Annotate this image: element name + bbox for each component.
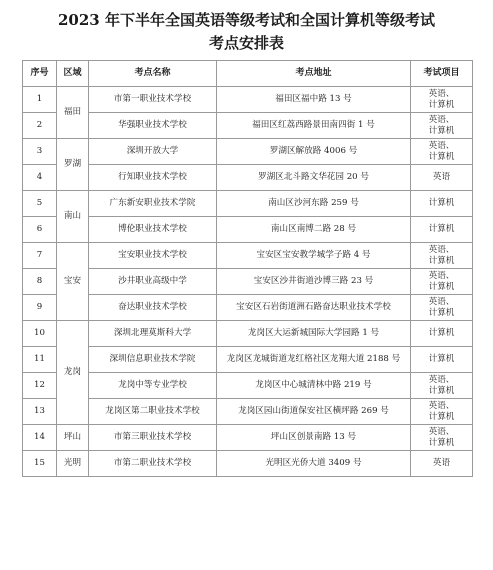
- site-name: 龙岗区第二职业技术学校: [89, 399, 217, 425]
- document-title: 2023 年下半年全国英语等级考试和全国计算机等级考试: [58, 11, 435, 29]
- exam-subject: [411, 347, 473, 373]
- row-no: 11: [23, 347, 57, 373]
- table-row: [23, 425, 473, 451]
- exam-site-table: [22, 60, 473, 477]
- site-name: 博伦职业技术学校: [89, 217, 217, 243]
- exam-subject: [411, 451, 473, 477]
- row-no: 9: [23, 295, 57, 321]
- header-address: 考点地址: [217, 61, 411, 87]
- exam-subject: [411, 425, 473, 451]
- table-row: [23, 269, 473, 295]
- table-row: [23, 347, 473, 373]
- document-subtitle: 考点安排表: [208, 34, 284, 52]
- area-cell: 福田: [57, 87, 89, 139]
- table-row: [23, 321, 473, 347]
- subject-line-2: 计算机: [428, 437, 455, 448]
- subject-line-1: 英语、: [428, 400, 455, 411]
- table-row: [23, 451, 473, 477]
- area-cell: 坪山: [57, 425, 89, 451]
- table-row: [23, 399, 473, 425]
- row-no: 12: [23, 373, 57, 399]
- table-header-row: [23, 61, 473, 87]
- row-no: 2: [23, 113, 57, 139]
- site-address: 罗湖区北斗路文华花园 20 号: [217, 165, 411, 191]
- subject-line-2: 计算机: [428, 411, 455, 422]
- subject-line-1: 英语、: [428, 270, 455, 281]
- table-row: [23, 243, 473, 269]
- area-cell: 龙岗: [57, 321, 89, 425]
- site-name: 沙井职业高级中学: [89, 269, 217, 295]
- header-subject: 考试项目: [411, 61, 473, 87]
- site-address: 罗湖区解放路 4006 号: [217, 139, 411, 165]
- site-name: 龙岗中等专业学校: [89, 373, 217, 399]
- site-name: 深圳开放大学: [89, 139, 217, 165]
- exam-subject: [411, 399, 473, 425]
- subject-line-1: 英语、: [428, 374, 455, 385]
- subject-line-2: 计算机: [428, 125, 455, 136]
- site-address: 南山区沙河东路 259 号: [217, 191, 411, 217]
- area-cell: 光明: [57, 451, 89, 477]
- table-row: [23, 165, 473, 191]
- site-address: 宝安区沙井街道沙博三路 23 号: [217, 269, 411, 295]
- site-address: 宝安区石岩街道洲石路奋达职业技术学校: [217, 295, 411, 321]
- header-name: 考点名称: [89, 61, 217, 87]
- exam-subject: [411, 191, 473, 217]
- subject-line-1: 英语、: [428, 88, 455, 99]
- subject-line-2: 计算机: [428, 151, 455, 162]
- area-cell: 宝安: [57, 243, 89, 321]
- row-no: 1: [23, 87, 57, 113]
- header-no: 序号: [23, 61, 57, 87]
- site-name: 深圳北理莫斯科大学: [89, 321, 217, 347]
- table-row: [23, 373, 473, 399]
- subject-line-1: 英语、: [428, 426, 455, 437]
- row-no: 3: [23, 139, 57, 165]
- table-row: [23, 87, 473, 113]
- subject-line-1: 计算机: [428, 354, 455, 364]
- exam-subject: [411, 139, 473, 165]
- site-address: 坪山区创景南路 13 号: [217, 425, 411, 451]
- exam-subject: [411, 373, 473, 399]
- site-address: 龙岗区中心城清林中路 219 号: [217, 373, 411, 399]
- exam-subject: [411, 269, 473, 295]
- row-no: 13: [23, 399, 57, 425]
- subject-line-2: 计算机: [428, 255, 455, 266]
- row-no: 8: [23, 269, 57, 295]
- subject-line-2: 计算机: [428, 385, 455, 396]
- site-name: 宝安职业技术学校: [89, 243, 217, 269]
- subject-line-2: 计算机: [428, 307, 455, 318]
- area-cell: 罗湖: [57, 139, 89, 191]
- subject-line-1: 计算机: [428, 224, 455, 234]
- site-address: 龙岗区龙城街道龙红格社区龙翔大道 2188 号: [217, 347, 411, 373]
- exam-subject: [411, 87, 473, 113]
- site-name: 华强职业技术学校: [89, 113, 217, 139]
- subject-line-1: 英语、: [428, 114, 455, 125]
- exam-subject: [411, 217, 473, 243]
- site-address: 宝安区宝安教学城学子路 4 号: [217, 243, 411, 269]
- row-no: 7: [23, 243, 57, 269]
- subject-line-1: 英语: [432, 458, 451, 468]
- header-area: 区域: [57, 61, 89, 87]
- site-address: 福田区红荔西路景田南四街 1 号: [217, 113, 411, 139]
- site-address: 龙岗区园山街道保安社区横坪路 269 号: [217, 399, 411, 425]
- subject-line-1: 英语、: [428, 244, 455, 255]
- site-address: 龙岗区大运新城国际大学园路 1 号: [217, 321, 411, 347]
- site-address: 福田区福中路 13 号: [217, 87, 411, 113]
- row-no: 15: [23, 451, 57, 477]
- site-name: 广东新安职业技术学院: [89, 191, 217, 217]
- site-name: 行知职业技术学校: [89, 165, 217, 191]
- table-row: [23, 295, 473, 321]
- subject-line-2: 计算机: [428, 281, 455, 292]
- exam-subject: [411, 243, 473, 269]
- exam-subject: [411, 113, 473, 139]
- subject-line-1: 计算机: [428, 198, 455, 208]
- subject-line-2: 计算机: [428, 99, 455, 110]
- subject-line-1: 计算机: [428, 328, 455, 338]
- row-no: 14: [23, 425, 57, 451]
- area-cell: 南山: [57, 191, 89, 243]
- row-no: 4: [23, 165, 57, 191]
- site-address: 南山区南博二路 28 号: [217, 217, 411, 243]
- site-name: 深圳信息职业技术学院: [89, 347, 217, 373]
- row-no: 6: [23, 217, 57, 243]
- site-name: 奋达职业技术学校: [89, 295, 217, 321]
- site-name: 市第二职业技术学校: [89, 451, 217, 477]
- subject-line-1: 英语: [432, 172, 451, 182]
- site-address: 光明区光侨大道 3409 号: [217, 451, 411, 477]
- row-no: 5: [23, 191, 57, 217]
- exam-subject: [411, 295, 473, 321]
- table-row: [23, 191, 473, 217]
- site-name: 市第一职业技术学校: [89, 87, 217, 113]
- table-row: [23, 139, 473, 165]
- table-row: [23, 113, 473, 139]
- exam-subject: [411, 165, 473, 191]
- site-name: 市第三职业技术学校: [89, 425, 217, 451]
- table-row: [23, 217, 473, 243]
- subject-line-1: 英语、: [428, 296, 455, 307]
- subject-line-1: 英语、: [428, 140, 455, 151]
- exam-subject: [411, 321, 473, 347]
- row-no: 10: [23, 321, 57, 347]
